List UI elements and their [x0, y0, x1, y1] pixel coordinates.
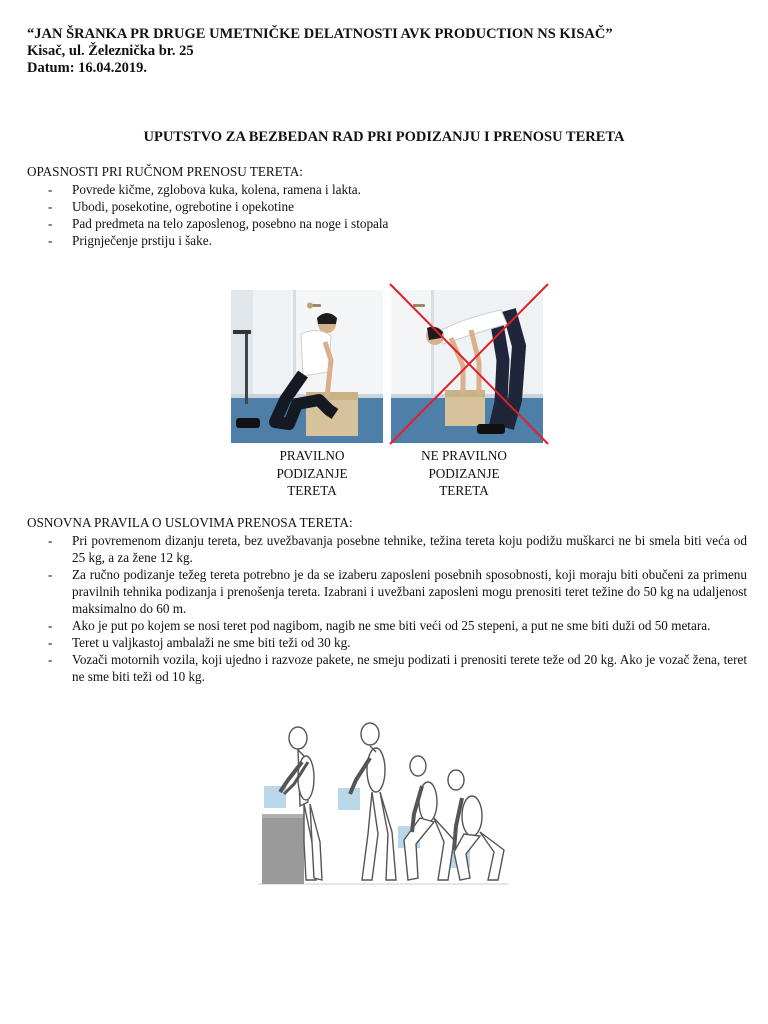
- dangers-heading: OPASNOSTI PRI RUČNOM PRENOSU TERETA:: [27, 164, 303, 179]
- document-title: UPUTSTVO ZA BEZBEDAN RAD PRI PODIZANJU I PRENOSU TERETA: [143, 129, 625, 145]
- dangers-list: [27, 181, 747, 249]
- company-name: “JAN ŠRANKA PR DRUGE UMETNIČKE DELATNOSTI AVK PRODUCTION NS KISAČ”: [27, 26, 613, 42]
- list-item: - Vozači motornih vozila, koji ujedno i razvoze pakete, ne smeju podizati i prenositi terete teže od 20 kg. Ako je vozač žena, teret ne sme biti teži od 10 kg.: [27, 651, 747, 685]
- rules-list: [27, 532, 747, 685]
- lifting-sequence-illustration: [258, 722, 508, 890]
- document-date: Datum: 16.04.2019.: [27, 60, 148, 76]
- company-address: Kisač, ul. Železnička br. 25: [27, 43, 194, 59]
- list-item: - Ubodi, posekotine, ogrebotine i opekotine: [27, 198, 747, 215]
- list-item: - Teret u valjkastoj ambalaži ne sme biti teži od 30 kg.: [27, 634, 747, 651]
- correct-lifting-photo: [231, 290, 383, 443]
- cross-out-mark: [388, 282, 552, 446]
- wrong-caption: NE PRAVILNO PODIZANJE TERETA: [421, 448, 507, 498]
- list-item: - Povrede kičme, zglobova kuka, kolena, ramena i lakta.: [27, 181, 747, 198]
- list-item: - Pad predmeta na telo zaposlenog, posebno na noge i stopala: [27, 215, 747, 232]
- rules-heading: OSNOVNA PRAVILA O USLOVIMA PRENOSA TERETA:: [27, 515, 353, 530]
- letterhead: [27, 26, 613, 77]
- correct-caption: PRAVILNO PODIZANJE TERETA: [276, 448, 348, 498]
- list-item: - Za ručno podizanje težeg tereta potrebno je da se izaberu zaposleni posebnih sposobnosti, koji moraju biti obučeni za primenu pravilnih tehnika podizanja i prenošenja tereta. Izabrani i uvežbani zaposleni mogu prenositi teret težine do 50 kg na udaljenost maksimalno do 60 m.: [27, 566, 747, 617]
- list-item: - Prignječenje prstiju i šake.: [27, 232, 747, 249]
- list-item: - Ako je put po kojem se nosi teret pod nagibom, nagib ne sme biti veći od 25 stepeni, a put ne sme biti duži od 50 metara.: [27, 617, 747, 634]
- list-item: - Pri povremenom dizanju tereta, bez uvežbavanja posebne tehnike, težina tereta koju podižu muškarci ne bi smela biti veća od 25 kg, a za žene 12 kg.: [27, 532, 747, 566]
